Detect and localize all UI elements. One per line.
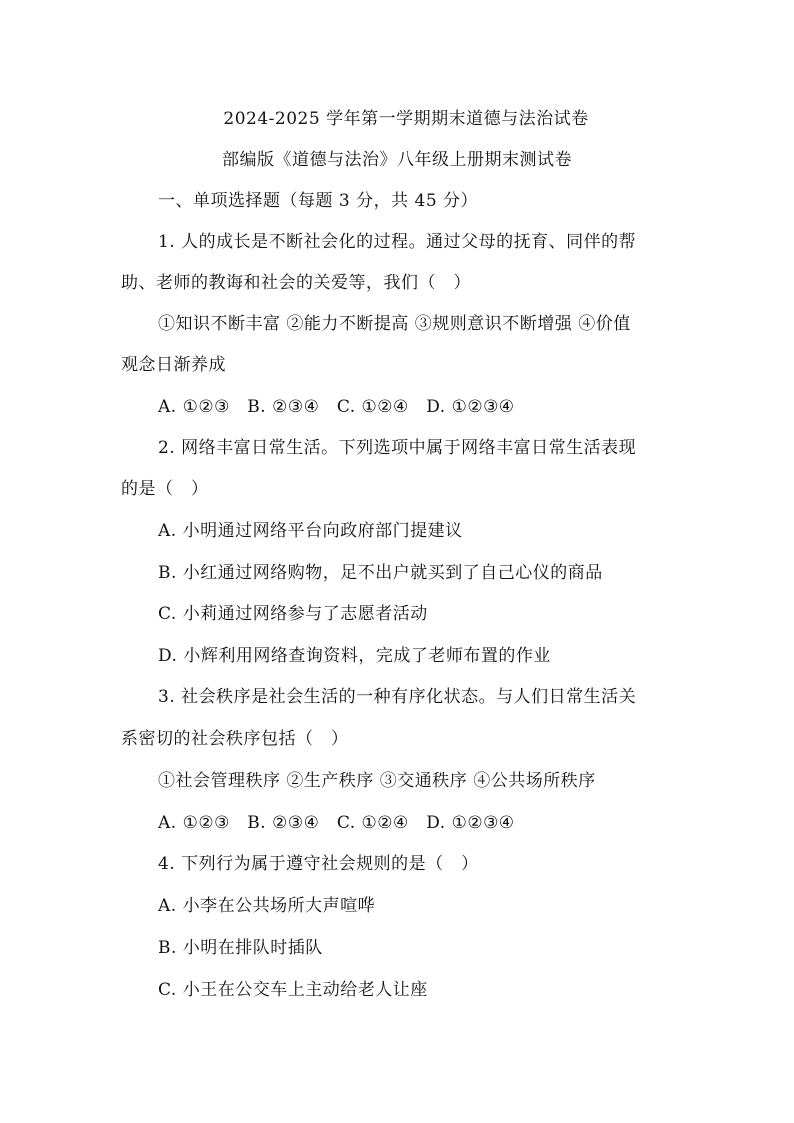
- q1-options: A. ①②③ B. ②③④ C. ①②④ D. ①②③④: [158, 397, 515, 417]
- q2-stem-line2: 的是（ ）: [121, 479, 209, 499]
- q2-option-a: A. 小明通过网络平台向政府部门提建议: [158, 521, 463, 541]
- q3-stem-line1: 3. 社会秩序是社会生活的一种有序化状态。与人们日常生活关: [158, 687, 637, 707]
- q3-statements: ①社会管理秩序 ②生产秩序 ③交通秩序 ④公共场所秩序: [158, 771, 596, 791]
- q1-statements-line2: 观念日渐养成: [121, 355, 226, 375]
- q3-stem-line2: 系密切的社会秩序包括（ ）: [121, 729, 349, 749]
- q1-stem-line1: 1. 人的成长是不断社会化的过程。通过父母的抚育、同伴的帮: [158, 232, 637, 252]
- q4-option-a: A. 小李在公共场所大声喧哗: [158, 896, 376, 916]
- q1-stem-line2: 助、老师的教诲和社会的关爱等，我们（ ）: [121, 273, 471, 293]
- q1-statements-line1: ①知识不断丰富 ②能力不断提高 ③规则意识不断增强 ④价值: [158, 314, 631, 334]
- section-heading: 一、单项选择题（每题 3 分，共 45 分）: [158, 191, 479, 211]
- q4-option-c: C. 小王在公交车上主动给老人让座: [158, 980, 428, 1000]
- q4-stem: 4. 下列行为属于遵守社会规则的是（ ）: [158, 854, 479, 874]
- q2-option-d: D. 小辉利用网络查询资料，完成了老师布置的作业: [158, 646, 551, 666]
- q3-options: A. ①②③ B. ②③④ C. ①②④ D. ①②③④: [158, 813, 515, 833]
- q2-option-c: C. 小莉通过网络参与了志愿者活动: [158, 604, 428, 624]
- q2-stem-line1: 2. 网络丰富日常生活。下列选项中属于网络丰富日常生活表现: [158, 438, 637, 458]
- exam-title: 2024-2025 学年第一学期期末道德与法治试卷: [223, 109, 589, 129]
- exam-subtitle: 部编版《道德与法治》八年级上册期末测试卷: [222, 150, 572, 170]
- q2-option-b: B. 小红通过网络购物，足不出户就买到了自己心仪的商品: [158, 563, 603, 583]
- q4-option-b: B. 小明在排队时插队: [158, 938, 323, 958]
